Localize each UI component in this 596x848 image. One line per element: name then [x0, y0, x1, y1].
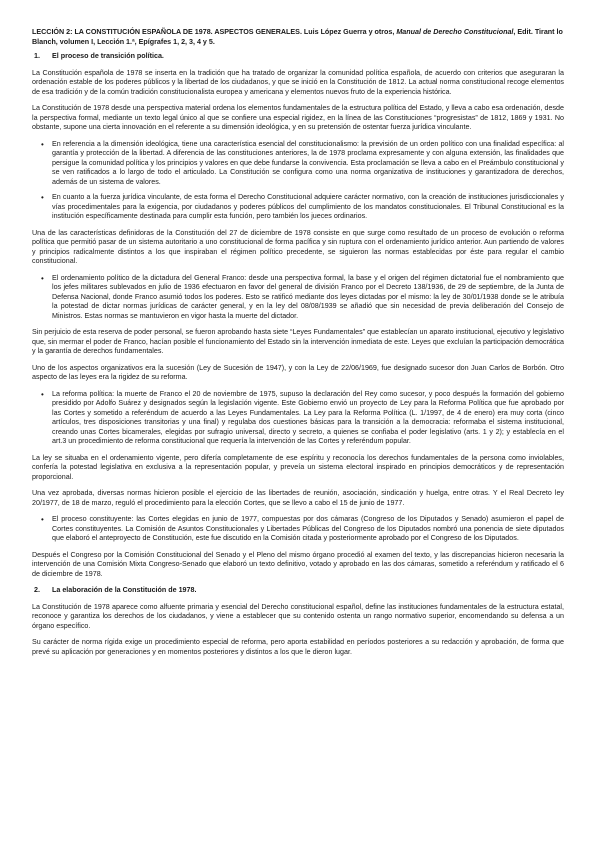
- list-item: • En cuanto a la fuerza jurídica vinculante, de esta forma el Derecho Constitucional adquiere carácter normativo, con la creación de instituciones jurisdiccionales y vías procedimentales para la exigencia, por ciudadanos y poderes públicos del cumplimiento de los mandatos constitucionales. El Tribunal Constitucional es la institución específicamente destinada para cumplir esta función, pero también los jueces ordinarios.: [52, 193, 564, 222]
- section-number: 2.: [34, 586, 40, 594]
- paragraph: Uno de los aspectos organizativos era la sucesión (Ley de Sucesión de 1947), y con la Ley de 22/06/1969, fue designado sucesor don Juan Carlos de Borbón. Otro aspecto de las leyes era la rigidez de su reforma.: [32, 363, 564, 381]
- paragraph: Después el Congreso por la Comisión Constitucional del Senado y el Pleno del mismo órgano procedió al examen del texto, y las discrepancias hicieron necesaria la intervención de una Comisión Mixta Congreso-Senado que elaboró un texto definitivo, votado y aprobado en las dos cámaras, sometido a referéndum y ratificado el 6 de diciembre de 1978.: [32, 550, 564, 578]
- bullet-list: [32, 274, 564, 322]
- bullet-list: [32, 515, 564, 544]
- section-heading-2: [32, 586, 564, 596]
- section-number: 1.: [34, 52, 40, 60]
- section-title: El proceso de transición política.: [52, 52, 164, 60]
- paragraph: La Constitución de 1978 desde una perspectiva material ordena los elementos fundamentales de la estructura política del Estado, y lleva a cabo esa ordenación, desde la perspectiva formal, mediante un texto legal único al que se confiere una especial rigidez, en la línea de las Constituciones “progresistas” de 1812, 1869 y 1931. No obstante, supone una cierta innovación en el referente a su dimensión ideológica, y en su pretensión de ostentar fuerza jurídica vinculante.: [32, 104, 564, 131]
- bullet-list: [32, 390, 564, 447]
- paragraph: Su carácter de norma rígida exige un procedimiento especial de reforma, pero aporta estabilidad en períodos posteriores a su redacción y aprobación, de forma que prevé su aplicación por generaciones y en momentos posteriores y distintos a los que le dieron lugar.: [32, 638, 564, 656]
- document-header: [32, 28, 564, 47]
- paragraph: Una de las características definidoras de la Constitución del 27 de diciembre de 1978 consiste en que surge como resultado de un proceso de evolución o reforma política que permitió pasar de un sistema autoritario a uno constitucional de forma pacífica y sin ruptura con el ordenamiento jurídico anterior. Aun partiendo de valores y principios radicalmente distintos a los que inspiraban el régimen político precedente, se siguieron las normas establecidas por éste para regular el cambio constitucional.: [32, 228, 564, 265]
- section-heading-1: [32, 52, 564, 62]
- paragraph: La ley se situaba en el ordenamiento vigente, pero difería completamente de ese espíritu y reconocía los derechos fundamentales de la persona como inviolables, confería la potestad legislativa en exclusiva a la representación popular, y preveía un sistema electoral inspirado en principios democráticos y de representación proporcional.: [32, 453, 564, 481]
- list-item: • En referencia a la dimensión ideológica, tiene una característica esencial del constitucionalismo: la previsión de un orden político con una finalidad específica: al garantía y protección de la libertad. A diferencia de las constituciones anteriores, la de 1978 proclama expresamente y con alguna extensión, las finalidades que persigue la comunidad política y los principios y valores en que debe fundarse la convivencia. Esta proclamación se lleva a cabo en el Preámbulo constitucional y se ven ratificados a lo largo de todo el articulado. La Constitución se configura como una norma organizativa de instituciones y garantizadora de derechos, además de un sistema de valores.: [52, 140, 564, 188]
- header-text-end: , Edit. Tirant lo Blanch, volumen I, Lección 1.ª, Epígrafes 1, 2, 3, 4 y 5.: [32, 28, 563, 46]
- list-item: • La reforma política: la muerte de Franco el 20 de noviembre de 1975, supuso la declaración del Rey como sucesor, y poco después la formación del gobierno presidido por Adolfo Suárez y designados según la legislación vigente. Este Gobierno envió un proyecto de Ley para la Reforma Política que fue aprobado por las Cortes y sometido a referéndum de acuerdo a las Leyes Fundamentales. La Ley para la Reforma Política (L. 1/1997, de 4 de enero) era muy corta (cinco artículos, tres disposiciones transitorias y una final) y regulaba dos cuestiones básicas para la transición a la democracia: reformaba el sistema institucional, creando unas Cortes bicamerales, elegidas por sufragio universal, directo y secreto, a quienes se confiaba el poder legislativo (arts. 1 y 2); y establecía en el art.3 un procedimiento de reforma constitucional que requería la intervención de las Cortes y referéndum popular.: [52, 390, 564, 447]
- paragraph: La Constitución de 1978 aparece como alfuente primaria y esencial del Derecho constitucional español, define las instituciones fundamentales de la estructura estatal, reconoce y garantiza los derechos de los ciudadanos, y viene a establecer que su contenido ostenta un rango normativo superior, encomendando su defensa a un órgano específico.: [32, 602, 564, 630]
- paragraph: Una vez aprobada, diversas normas hicieron posible el ejercicio de las libertades de reunión, asociación, sindicación y huelga, entre otras. Y el Real Decreto ley 20/1977, de 18 de marzo, reguló el procedimiento para la elección Cortes, que se llevo a cabo el 15 de junio de 1977.: [32, 489, 564, 507]
- book-title: Manual de Derecho Constitucional: [396, 28, 514, 36]
- paragraph: La Constitución española de 1978 se inserta en la tradición que ha tratado de organizar la comunidad política española, de acuerdo con criterios que aseguraran la ordenación estable de los poderes públicos y la libertad de los ciudadanos, y que se inició en la Constitución de 1812. La actual norma constitucional recoge elementos de esa tradición y de la común tradición constitucionalista europea y americana y elementos nuevos fruto de la experiencia histórica.: [32, 68, 564, 96]
- header-text-start: LECCIÓN 2: LA CONSTITUCIÓN ESPAÑOLA DE 1978. ASPECTOS GENERALES. Luis López Guerra y otros,: [32, 28, 397, 36]
- paragraph: Sin perjuicio de esta reserva de poder personal, se fueron aprobando hasta siete “Leyes Fundamentales” que establecían un aparato institucional, ejecutivo y legislativo que, sin mermar el poder de Franco, hacían posible el funcionamiento del Estado sin la intervención inmediata de este. Leyes que excluían la participación democrática y la garantía de derechos fundamentales.: [32, 328, 564, 355]
- list-item: • El proceso constituyente: las Cortes elegidas en junio de 1977, compuestas por dos cámaras (Congreso de los Diputados y Senado) asumieron el papel de Cortes constituyentes. La Comisión de Asuntos Constitucionales y Libertades Públicas del Congreso de los Diputados nombró una ponencia de siete diputados que elaboró el anteproyecto de Constitución, este fue discutido en la Comisión citada y posteriormente aprobado por el Congreso de los Diputados.: [52, 515, 564, 544]
- section-title: La elaboración de la Constitución de 1978.: [52, 586, 197, 594]
- list-item: • El ordenamiento político de la dictadura del General Franco: desde una perspectiva formal, la base y el origen del régimen dictatorial fue el nombramiento que los jefes militares sublevados en julio de 1936 efectuaron en favor del general de división Franco por el Decreto 138/1936, de 29 de septiembre, de la Junta de Defensa Nacional, donde Franco asumió todos los poderes. Esto se ratificó mediante dos leyes dictadas por el mismo: la ley de 30/01/1938 donde se le atribuía la potestad de dictar normas jurídicas de carácter general, y en la ley del 08/08/1939 se añadió que sin necesidad de previa deliberación del Consejo de Ministros. Estas normas se mantuvieron en vigor hasta la muerte del dictador.: [52, 274, 564, 322]
- bullet-list: [32, 140, 564, 222]
